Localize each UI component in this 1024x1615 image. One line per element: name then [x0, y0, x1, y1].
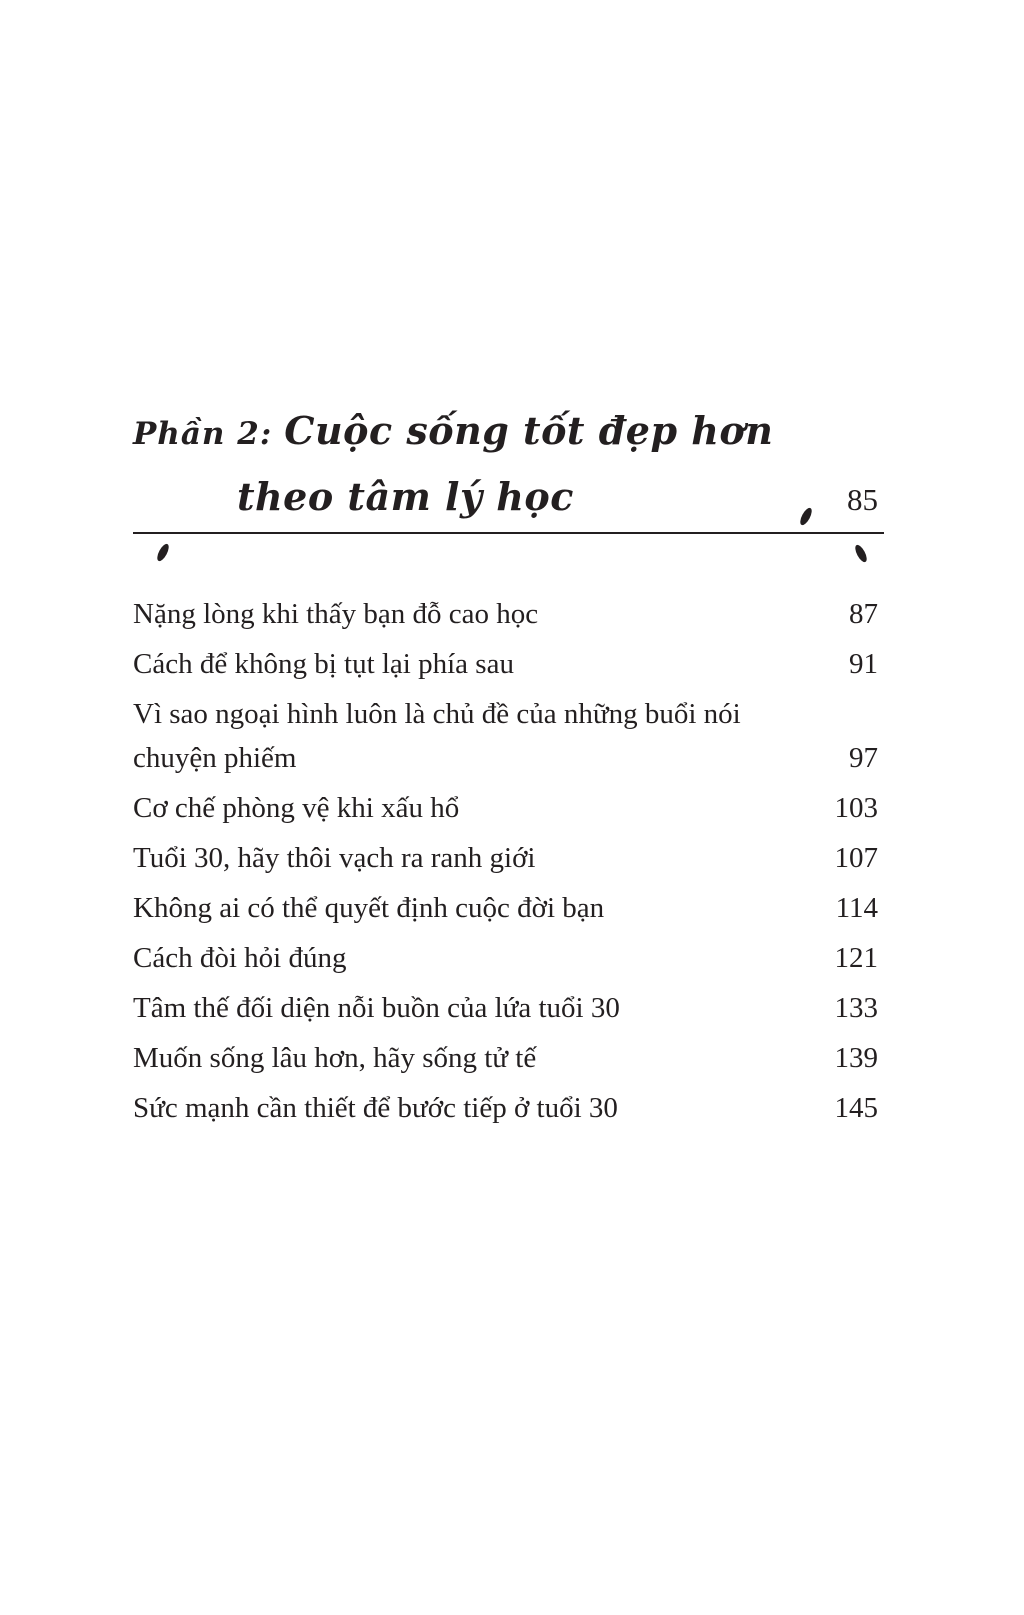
toc-entry-page: 145 [834, 1092, 878, 1124]
part-label: Phần 2: [133, 416, 273, 452]
toc-row [133, 692, 878, 780]
toc-entry-title: Nặng lòng khi thấy bạn đỗ cao học [133, 598, 539, 630]
toc-list [133, 592, 878, 1136]
toc-entry-title: Cách đòi hỏi đúng [133, 942, 347, 974]
toc-entry-title: Tuổi 30, hãy thôi vạch ra ranh giới [133, 842, 536, 874]
toc-entry-page: 97 [849, 742, 878, 774]
grain-ornament-below-left [155, 542, 171, 563]
toc-entry-page: 91 [849, 648, 878, 680]
toc-row [133, 986, 878, 1030]
toc-entry-title: Muốn sống lâu hơn, hãy sống tử tế [133, 1042, 537, 1074]
section-title-line2: theo tâm lý học [237, 474, 574, 519]
section-page-number: 85 [847, 482, 878, 517]
toc-entry-page: 139 [834, 1042, 878, 1074]
toc-entry-page: 103 [834, 792, 878, 824]
toc-entry-title: Tâm thế đối diện nỗi buồn của lứa tuổi 30 [133, 992, 620, 1024]
toc-row [133, 886, 878, 930]
toc-row [133, 836, 878, 880]
section-title-line1-row [133, 402, 878, 469]
toc-entry-title: Cách để không bị tụt lại phía sau [133, 648, 514, 680]
toc-row [133, 592, 878, 636]
toc-entry-page: 87 [849, 598, 878, 630]
toc-entry-page: 133 [834, 992, 878, 1024]
toc-row [133, 786, 878, 830]
divider-rule [133, 532, 884, 534]
toc-row [133, 936, 878, 980]
toc-row [133, 1036, 878, 1080]
toc-entry-page: 114 [835, 892, 878, 924]
section-title-line1: Cuộc sống tốt đẹp hơn [284, 408, 774, 453]
grain-ornament-below-right [853, 543, 869, 564]
section-header [133, 402, 878, 528]
divider [133, 532, 884, 534]
toc-entry-page: 107 [834, 842, 878, 874]
toc-entry-title: Không ai có thể quyết định cuộc đời bạn [133, 892, 605, 924]
toc-entry-title: Cơ chế phòng vệ khi xấu hổ [133, 792, 460, 824]
toc-row [133, 642, 878, 686]
toc-entry-title: Vì sao ngoại hình luôn là chủ đề của những buổi nói chuyện phiếm [133, 698, 741, 774]
section-title-line2-row [133, 469, 878, 528]
toc-row [133, 1086, 878, 1130]
toc-entry-title: Sức mạnh cần thiết để bước tiếp ở tuổi 30 [133, 1092, 618, 1124]
toc-entry-page: 121 [834, 942, 878, 974]
